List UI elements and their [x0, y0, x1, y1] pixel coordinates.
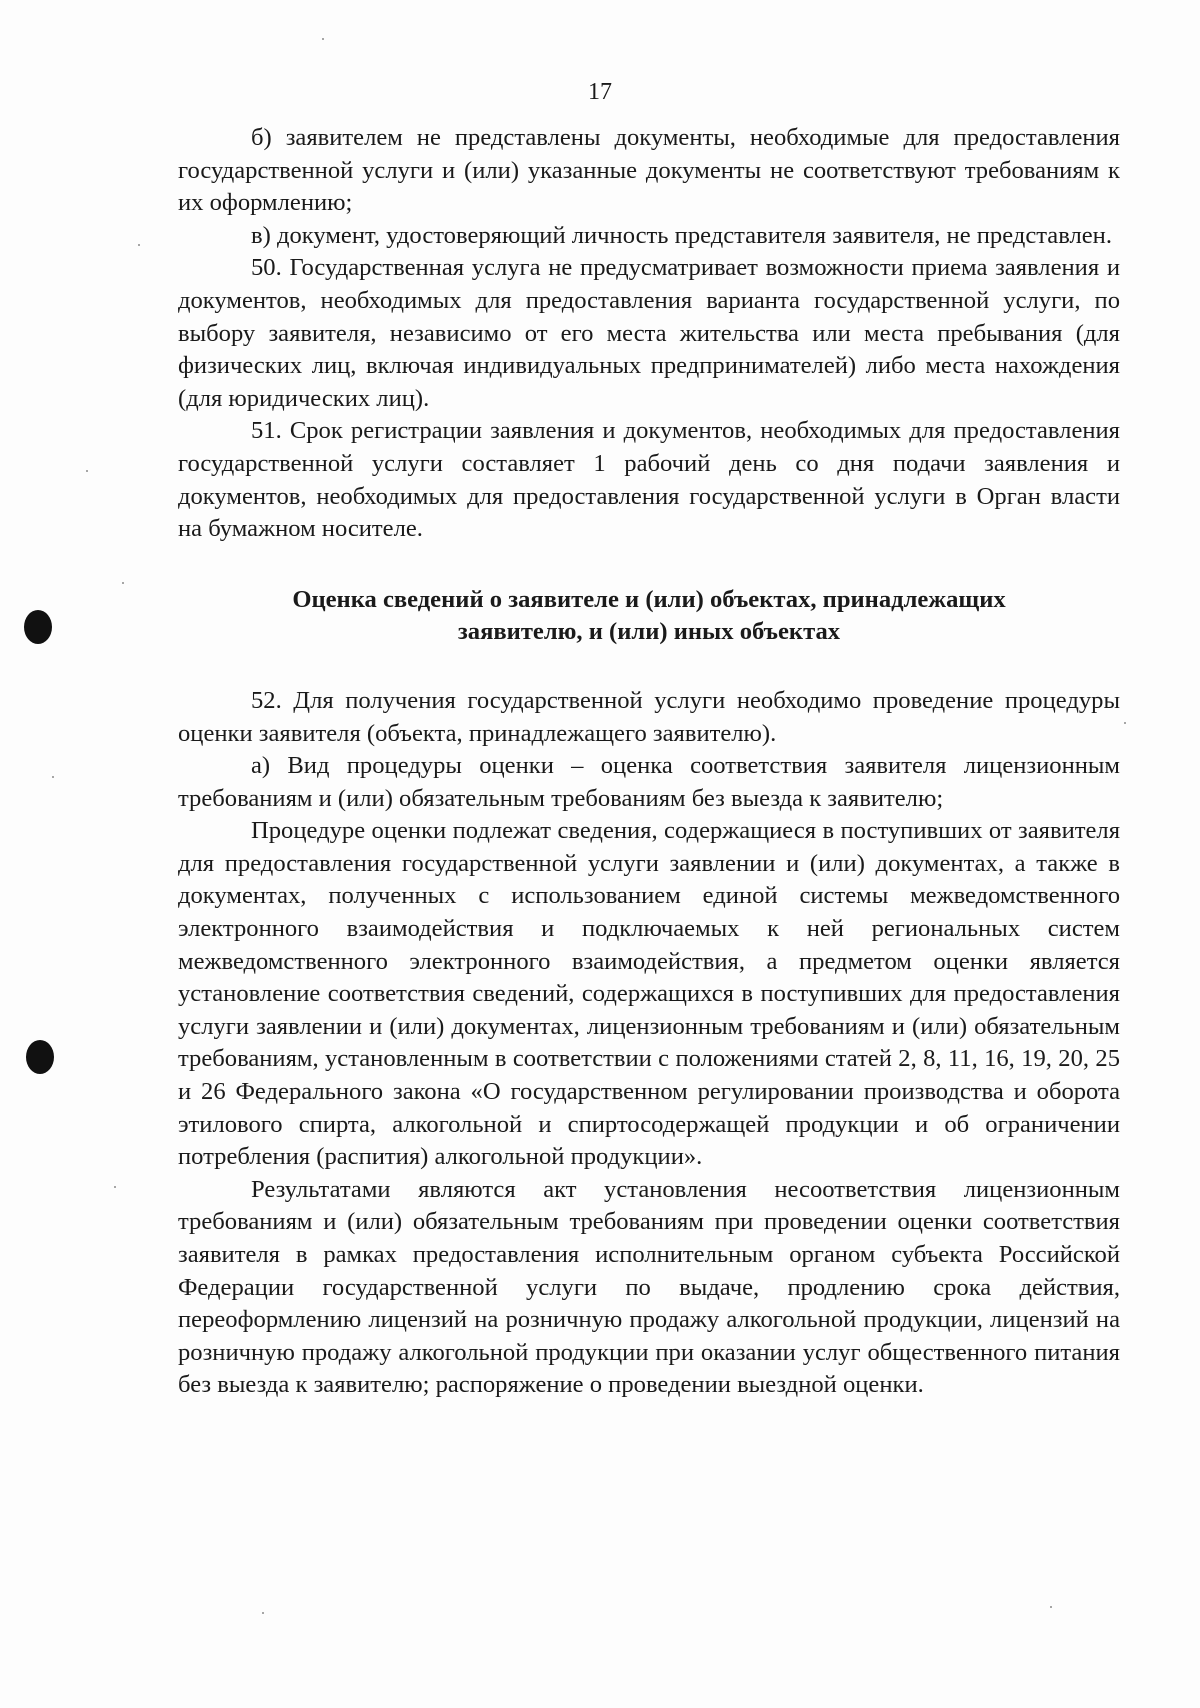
paragraph: а) Вид процедуры оценки – оценка соответствия заявителя лицензионным требованиям и (или) обязательным требованиям без выезда к заявителю; — [178, 752, 1120, 812]
section-heading-line: Оценка сведений о заявителе и (или) объектах, принадлежащих — [292, 585, 1006, 613]
scan-speck — [114, 1186, 116, 1188]
paragraph: 52. Для получения государственной услуги необходимо проведение процедуры оценки заявителя (объекта, принадлежащего заявителю). — [178, 686, 1120, 747]
scan-speck — [122, 582, 124, 584]
scan-speck — [322, 38, 324, 40]
scan-speck — [1124, 722, 1126, 724]
scan-speck — [1050, 1606, 1052, 1608]
scan-speck — [86, 470, 88, 472]
scan-speck — [262, 1612, 264, 1614]
scan-speck — [138, 244, 140, 246]
paragraph: б) заявителем не представлены документы, необходимые для предоставления государственной услуги и (или) указанные документы не соответствуют требованиям к их оформлению; — [178, 124, 1120, 217]
paragraph: Процедуре оценки подлежат сведения, содержащиеся в поступивших от заявителя для предоставления государственной услуги заявлении и (или) документах, а также в документах, полученных с использованием единой системы межведомственного электронного взаимодействия и подключаемых к ней региональных систем межведомственного электронного взаимодействия, а предметом оценки является установление соответствия сведений, содержащихся в поступивших для предоставления услуги заявлении и (или) документах, лицензионным требованиям и (или) обязательным требованиям, установленным в соответствии с положениями статей 2, 8, 11, 16, 19, 20, 25 и 26 Федерального закона «О государственном регулировании производства и оборота этилового спирта, алкогольной и спиртосодержащей продукции и об ограничении потребления (распития) алкогольной продукции». — [178, 817, 1120, 1171]
paragraph: 51. Срок регистрации заявления и документов, необходимых для предоставления государственной услуги составляет 1 рабочий день со дня подачи заявления и документов, необходимых для предоставления государственной услуги в Орган власти на бумажном носителе. — [178, 417, 1120, 543]
scan-speck — [52, 776, 54, 778]
punch-hole-mark — [24, 610, 52, 644]
page-number: 17 — [588, 79, 612, 105]
paragraph: Результатами являются акт установления несоответствия лицензионным требованиям и (или) обязательным требованиям при проведении оценки соответствия заявителя в рамках предоставления исполнительным органом субъекта Российской Федерации государственной услуги по выдаче, продлению срока действия, переоформлению лицензий на розничную продажу алкогольной продукции, лицензий на розничную продажу алкогольной продукции при оказании услуг общественного питания без выезда к заявителю; распоряжение о проведении выездной оценки. — [178, 1175, 1120, 1399]
section-heading-line: заявителю, и (или) иных объектах — [457, 618, 841, 646]
punch-hole-mark — [26, 1040, 54, 1074]
section-heading — [178, 584, 1120, 649]
document-body — [178, 122, 1120, 1402]
paragraph: 50. Государственная услуга не предусматривает возможности приема заявления и документов, необходимых для предоставления варианта государственной услуги, по выбору заявителя, независимо от его места жительства или места пребывания (для физических лиц, включая индивидуальных предпринимателей) либо места нахождения (для юридических лиц). — [178, 254, 1120, 412]
paragraph: в) документ, удостоверяющий личность представителя заявителя, не представлен. — [251, 221, 1112, 249]
